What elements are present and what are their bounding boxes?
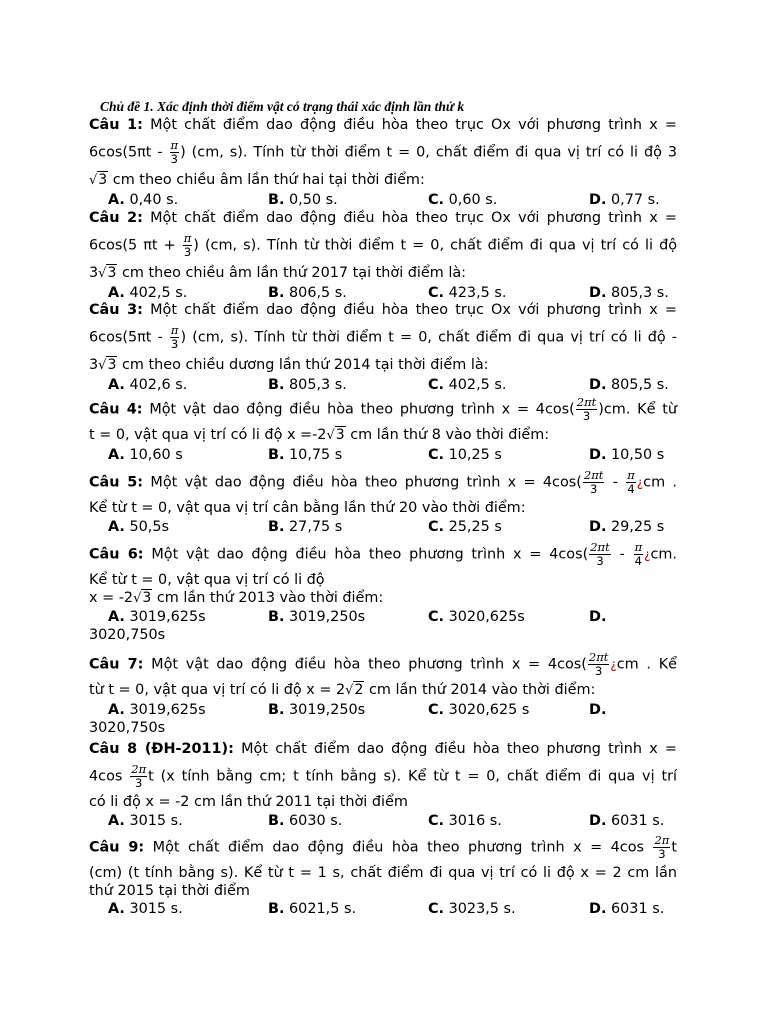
stray-char-mark: ¿	[644, 547, 651, 562]
question-6: Câu 6: Một vật dao động điều hòa theo phương trình x = 4cos( $\frac{2\pi t}{3}$ - $\frac{\pi}{4}$ ¿cm. Kể từ t = 0, vật qua vị trí có li độ x = -2√3 cm lần thứ 2013 vào thời điểm: A. 3019,625s B. 3019,250s C. 3020,625s D. 3020,750s	[89, 540, 678, 643]
fraction: $\frac{2\pi t}{3}$	[576, 395, 597, 423]
option-d[interactable]: D. 0,77 s.	[589, 192, 660, 208]
fraction: $\frac{\pi}{3}$	[183, 231, 192, 259]
fraction: $\frac{2\pi t}{3}$	[583, 468, 604, 496]
option-c[interactable]: C. 10,25 s	[428, 447, 502, 463]
question-text: Câu 1: Một chất điểm dao động điều hòa theo trục Ox với phương trình x =	[89, 117, 677, 133]
question-8: Câu 8 (ĐH-2011): Một chất điểm dao động điều hòa theo phương trình x = 4cos $\frac{2\pi}{3}$ t (x tính bằng cm; t tính bằng s). Kể từ t = 0, chất điểm đi qua vị trí có li độ x = -2 cm lần thứ 2011 tại thời điểm A. 3015 s. B. 6030 s. C. 3016 s. D. 6031 s.	[89, 741, 677, 829]
option-b[interactable]: B. 6021,5 s.	[268, 901, 357, 917]
option-b[interactable]: B. 10,75 s	[268, 447, 343, 463]
fraction: $\frac{\pi}{3}$	[170, 138, 179, 166]
answer-options	[108, 702, 677, 718]
option-d[interactable]: D. 805,5 s.	[589, 377, 669, 393]
stray-char-mark: ¿	[610, 657, 617, 672]
option-b[interactable]: B. 806,5 s.	[268, 285, 347, 301]
square-root: √3	[98, 357, 117, 373]
square-root: √3	[133, 590, 152, 606]
fraction: $\frac{\pi}{4}$	[634, 540, 643, 568]
option-d[interactable]: D. 6031 s.	[589, 813, 665, 829]
option-d-value: 3020,750s	[89, 720, 166, 736]
option-a[interactable]: A. 50,5s	[108, 519, 169, 535]
answer-options	[108, 192, 677, 208]
option-c[interactable]: C. 402,5 s.	[428, 377, 507, 393]
option-c[interactable]: C. 3020,625s	[428, 609, 525, 625]
option-b[interactable]: B. 805,3 s.	[268, 377, 347, 393]
option-d[interactable]: D. 10,50 s	[589, 447, 665, 463]
square-root: √2	[345, 682, 364, 698]
option-c[interactable]: C. 3016 s.	[428, 813, 502, 829]
option-b[interactable]: B. 6030 s.	[268, 813, 343, 829]
option-c[interactable]: C. 423,5 s.	[428, 285, 507, 301]
question-4: Câu 4: Một vật dao động điều hòa theo phương trình x = 4cos( $\frac{2\pi t}{3}$ )cm. Kể từ t = 0, vật qua vị trí có li độ x =-2√3 cm lần thứ 8 vào thời điểm: A. 10,60 s B. 10,75 s C. 10,25 s D. 10,50 s	[89, 395, 678, 463]
answer-options	[108, 519, 677, 535]
square-root: √3	[89, 172, 108, 188]
question-5: Câu 5: Một vật dao động điều hòa theo phương trình x = 4cos( $\frac{2\pi t}{3}$ - $\frac{\pi}{4}$ ¿cm . Kể từ t = 0, vật qua vị trí cân bằng lần thứ 20 vào thời điểm: A. 50,5s B. 27,75 s C. 25,25 s D. 29,25 s	[89, 468, 678, 535]
question-3: Câu 3: Một chất điểm dao động điều hòa theo trục Ox với phương trình x = 6cos(5πt - $\frac{\pi}{3}$ ) (cm, s). Tính từ thời điểm t = 0, chất điểm đi qua vị trí có li độ - 3√3 cm theo chiều dương lần thứ 2014 tại thời điểm là: A. 402,6 s. B. 805,3 s. C. 402,5 s. D. 805,5 s.	[89, 302, 677, 393]
answer-options	[108, 377, 677, 393]
option-a[interactable]: A. 0,40 s.	[108, 192, 179, 208]
option-c[interactable]: C. 3023,5 s.	[428, 901, 516, 917]
option-a[interactable]: A. 3015 s.	[108, 813, 183, 829]
fraction: $\frac{2\pi}{3}$	[654, 833, 670, 861]
option-c[interactable]: C. 25,25 s	[428, 519, 502, 535]
option-d[interactable]: D. 805,3 s.	[589, 285, 669, 301]
topic-heading: Chủ đề 1. Xác định thời điểm vật có trạng thái xác định lần thứ k	[100, 99, 465, 114]
option-a[interactable]: A. 3015 s.	[108, 901, 183, 917]
option-a[interactable]: A. 402,5 s.	[108, 285, 188, 301]
option-d[interactable]: D.	[589, 609, 607, 625]
option-b[interactable]: B. 27,75 s	[268, 519, 343, 535]
option-a[interactable]: A. 3019,625s	[108, 609, 206, 625]
option-d[interactable]: D. 29,25 s	[589, 519, 665, 535]
option-a[interactable]: A. 10,60 s	[108, 447, 183, 463]
option-c[interactable]: C. 3020,625 s	[428, 702, 530, 718]
option-d[interactable]: D. 6031 s.	[589, 901, 665, 917]
stray-char-mark: ¿	[636, 475, 644, 490]
square-root: √3	[98, 265, 117, 281]
option-a[interactable]: A. 402,6 s.	[108, 377, 188, 393]
answer-options	[108, 285, 677, 301]
square-root: √3	[326, 427, 345, 443]
option-b[interactable]: B. 3019,250s	[268, 609, 366, 625]
question-1: Câu 1: Một chất điểm dao động điều hòa theo trục Ox với phương trình x = 6cos(5πt - $\frac{\pi}{3}$ ) (cm, s). Tính từ thời điểm t = 0, chất điểm đi qua vị trí có li độ 3 √3 cm theo chiều âm lần thứ hai tại thời điểm: A. 0,40 s. B. 0,50 s. C. 0,60 s. D. 0,77 s.	[89, 117, 677, 208]
option-d[interactable]: D.	[589, 702, 607, 718]
option-a[interactable]: A. 3019,625s	[108, 702, 206, 718]
fraction: $\frac{2\pi t}{3}$	[588, 650, 609, 678]
answer-options	[108, 447, 677, 463]
option-b[interactable]: B. 3019,250s	[268, 702, 366, 718]
answer-options	[108, 901, 677, 917]
question-9: Câu 9: Một chất điểm dao động điều hòa theo phương trình x = 4cos $\frac{2\pi}{3}$ t (cm) (t tính bằng s). Kể từ t = 1 s, chất điểm đi qua vị trí có li độ x = 2 cm lần thứ 2015 tại thời điểm A. 3015 s. B. 6021,5 s. C. 3023,5 s. D. 6031 s.	[89, 833, 677, 917]
option-b[interactable]: B. 0,50 s.	[268, 192, 338, 208]
option-d-value: 3020,750s	[89, 627, 166, 643]
answer-options	[108, 609, 677, 625]
question-2: Câu 2: Một chất điểm dao động điều hòa theo trục Ox với phương trình x = 6cos(5 πt + $\frac{\pi}{3}$ ) (cm, s). Tính từ thời điểm t = 0, chất điểm đi qua vị trí có li độ 3√3 cm theo chiều âm lần thứ 2017 tại thời điểm là: A. 402,5 s. B. 806,5 s. C. 423,5 s. D. 805,3 s.	[89, 210, 678, 301]
answer-options	[108, 813, 677, 829]
option-c[interactable]: C. 0,60 s.	[428, 192, 498, 208]
fraction: $\frac{\pi}{4}$	[627, 468, 635, 496]
fraction: $\frac{\pi}{3}$	[170, 323, 179, 351]
question-7: Câu 7: Một vật dao động điều hòa theo phương trình x = 4cos( $\frac{2\pi t}{3}$ ¿cm . Kể từ t = 0, vật qua vị trí có li độ x = 2√2 cm lần thứ 2014 vào thời điểm: A. 3019,625s B. 3019,250s C. 3020,625 s D. 3020,750s	[89, 650, 677, 736]
fraction: $\frac{2\pi t}{3}$	[590, 540, 610, 568]
fraction: $\frac{2\pi}{3}$	[131, 762, 147, 790]
